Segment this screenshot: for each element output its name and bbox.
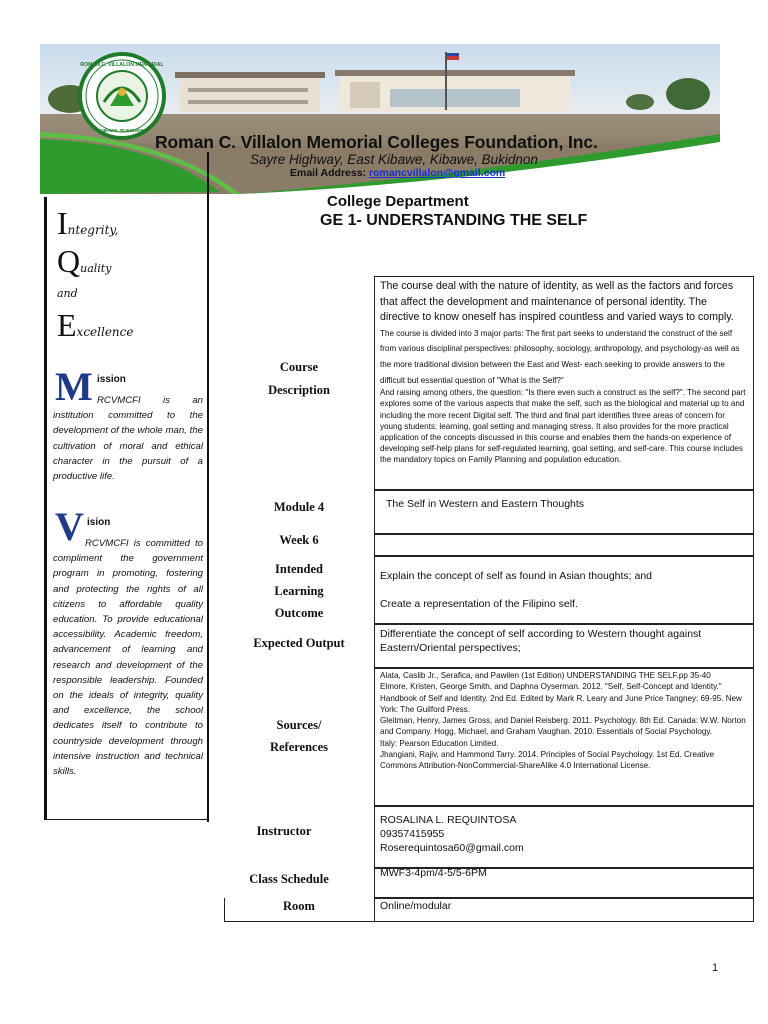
instructor-email: Roserequintosa60@gmail.com — [380, 842, 524, 854]
core-value-integrity — [57, 205, 118, 242]
schedule-value: MWF3-4pm/4-5/5-6PM — [380, 867, 487, 879]
description-text — [380, 278, 748, 466]
output-label: Expected Output — [253, 636, 345, 650]
ilo-label-line: Intended — [275, 562, 323, 576]
sources-list — [380, 670, 748, 772]
core-initial: I — [57, 205, 68, 241]
core-rest: uality — [80, 262, 112, 275]
ilo-label — [224, 558, 374, 624]
instructor-phone: 09357415955 — [380, 828, 445, 840]
description-detail-2: And raising among others, the question: "Is there even such a construct as the self?". The second part explores some of the various aspects that make the self, such as the biological and material up to and including the more recent Digital self. The third and final part identifies three areas of concern for young students: learning, goal setting and managing stress. It also provides for the more practical application of the concepts discussed in this course and enables them the hands-on experience of developing self-help plans for self-regulated learning, goal setting, and self-care. This course includes the mandatory topics on Family Planning and population education. — [380, 388, 746, 465]
sources-label-line: References — [269, 740, 329, 754]
svg-text:ROMAN C. VILLALON MEMORIAL: ROMAN C. VILLALON MEMORIAL — [80, 62, 164, 68]
sidebar-panel — [44, 197, 209, 820]
source-item: Elmore, Kristen, George Smith, and Daphna Oyserman. 2012. "Self, Self-Concept and Identity." Handbook of Self and Identity. 2nd Ed. Edited by Mark R. Leary and June Price Tangney: 69-95. New York: The Guilford Press. — [380, 682, 742, 714]
sources-label — [224, 714, 374, 758]
module-value: The Self in Western and Eastern Thoughts — [386, 498, 585, 510]
description-main: The course deal with the nature of identity, as well as the factors and forces that affect the development and maintenance of personal identity. The directive to know oneself has inspired countless and varied ways to comply. — [380, 280, 734, 324]
instructor-info — [380, 813, 524, 855]
description-detail: The course is divided into 3 major parts: The first part seeks to understand the construct of the self from various disciplinal perspectives: philosophy, sociology, anthropology, and psychology-as well as the more traditional division between the East and West- each seeking to provide answers to the difficult but essential question of "What is the Self?" — [380, 328, 740, 385]
ilo-item-2: Create a representation of the Filipino self. — [380, 598, 578, 610]
mission-text: RCVMCFI is an institution committed to the development of the whole man, the cultivation of moral and ethical character in the pursuit of a productive life. — [53, 395, 203, 483]
room-label: Room — [283, 899, 315, 913]
page-number: 1 — [712, 962, 719, 974]
description-label — [224, 360, 374, 398]
school-name: Roman C. Villalon Memorial Colleges Foundation, Inc. — [155, 132, 598, 152]
core-initial: E — [57, 307, 77, 343]
vision-text: RCVMCFI is committed to compliment the government program in promoting, fostering and protecting the rights of all citizens to affordable quality education. To provide educational accessibility. Academic freedom, advancement of learning and research and development of the responsible leadership. Founded on the ideals of integrity, quality and excellence, the school dedicates itself to contribute to countryside development through intensive instruction and technical skills. — [53, 538, 203, 778]
course-title: GE 1- UNDERSTANDING THE SELF — [320, 212, 588, 229]
source-item: Jhangiani, Rajiv, and Hammond Tarry. 2014. Principles of Social Psychology. 1st Ed. Creative Commons Attribution-NonCommercial-ShareAlike 4.0 International License. — [380, 750, 715, 771]
source-item: Italy: Pearson Education Limited. — [380, 738, 499, 748]
schedule-label: Class Schedule — [249, 872, 329, 886]
description-label-line: Course — [279, 360, 319, 374]
email-label: Email Address: — [290, 167, 367, 179]
school-seal-icon — [80, 54, 164, 138]
week-label: Week 6 — [279, 533, 319, 547]
week-cell — [374, 534, 754, 556]
mission-initial: M — [55, 364, 93, 409]
core-initial: Q — [57, 243, 81, 279]
ilo-cell — [374, 556, 754, 624]
ilo-label-line: Outcome — [274, 606, 324, 620]
room-value: Online/modular — [380, 900, 452, 912]
school-address: Sayre Highway, East Kibawe, Kibawe, Bukidnon — [250, 152, 538, 167]
sources-label-line: Sources/ — [276, 718, 322, 732]
core-value-excellence — [57, 307, 133, 344]
instructor-name: ROSALINA L. REQUINTOSA — [380, 814, 517, 826]
source-item: Gleitman, Henry, James Gross, and Daniel Reisberg. 2011. Psychology. 8th Ed. Canada: W.W. Norton and Company. Hogg, Michael, and Graham Vaughan. 2010. Essentials of Social Psychology. — [380, 716, 746, 737]
module-label: Module 4 — [273, 500, 325, 514]
department-title: College Department — [327, 193, 469, 210]
email-link[interactable]: romancvillalon@gmail.com — [368, 167, 506, 179]
ilo-label-line: Learning — [274, 584, 324, 598]
ilo-item-1: Explain the concept of self as found in Asian thoughts; and — [380, 570, 653, 582]
vision-initial: V — [55, 504, 84, 549]
core-rest: ntegrity, — [67, 223, 119, 237]
mission-heading: ission — [97, 374, 126, 385]
vision-heading: ision — [87, 517, 111, 528]
description-label-line: Description — [268, 383, 330, 397]
svg-text:KIBAWE, BUKIDNON: KIBAWE, BUKIDNON — [99, 128, 145, 133]
core-connector: and — [57, 287, 78, 300]
school-email-line — [290, 167, 505, 179]
source-item: Alata, Caslib Jr., Serafica, and Pawilen (1st Edition) UNDERSTANDING THE SELF.pp 35-40 — [380, 671, 711, 680]
instructor-label: Instructor — [256, 824, 312, 838]
core-rest: xcellence — [76, 325, 134, 339]
output-value: Differentiate the concept of self according to Western thought against Eastern/Oriental perspectives; — [380, 628, 702, 654]
core-value-quality — [57, 243, 111, 280]
